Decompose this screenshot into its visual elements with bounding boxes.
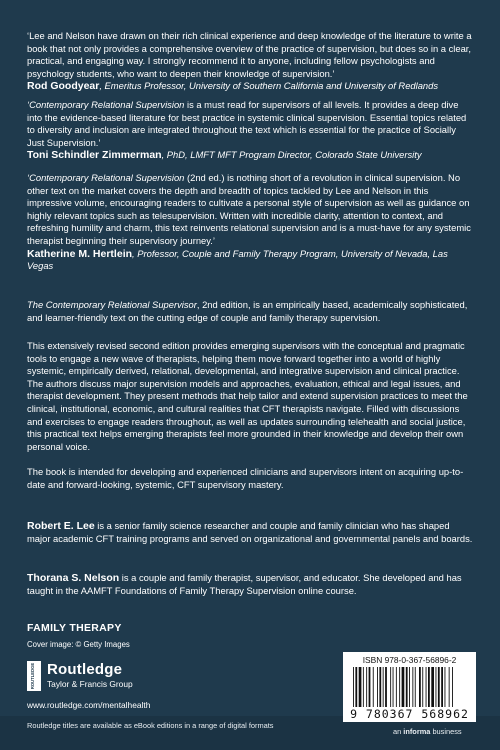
barcode-bar <box>402 667 405 707</box>
description-text: The book is intended for developing and experienced clinicians and supervisors intent on acquiring up-to-date and forward-looking, systemic, CFT supervisory mastery. <box>27 466 464 490</box>
barcode-bar <box>355 667 357 707</box>
description-paragraph <box>27 340 475 453</box>
publisher-logo <box>27 661 197 691</box>
quote-attribution <box>27 248 475 273</box>
author-name: Robert E. Lee <box>27 520 95 532</box>
barcode-bar <box>452 667 453 707</box>
quote-affiliation: , Emeritus Professor, University of Southern California and University of Redlands <box>99 80 439 92</box>
book-title: The Contemporary Relational Supervisor <box>27 299 197 310</box>
author-bio-text: is a couple and family therapist, supervisor, and educator. She developed and has taught in the AAMFT Foundations of Family Therapy Supervision online course. <box>27 572 462 596</box>
barcode-bar <box>422 667 423 707</box>
barcode-bar <box>431 667 434 707</box>
description-text: This extensively revised second edition provides emerging supervisors with the conceptual and pragmatic tools to engage a new wave of therapists, helping them move forward together into a world of highly systemic, empirically derived, relational, developmental, and integrative supervision and clinical practice. The authors discuss major supervision models and approaches, evaluation, ethical and legal issues, and therapist development. They present methods that help tailor and extend supervision practices to meet the clinical, institutional, economic, and cultural realities that CFT therapists navigate. Filled with discussions and exercises to engage readers throughout, as well as updates surrounding telehealth and social justice, this practical text helps emerging therapists feel more grounded in their knowledge and develop their own personal voice. <box>27 340 468 452</box>
quote-text: is a must read for supervisors of all levels. It provides a deep dive into the evidence-based literature for best practice in systemic clinical supervision. Essential topics related to diversity and inclusion are integrated throughout the text which is essential for the practice of Socially Just Supervision.’ <box>27 99 467 148</box>
barcode-bar <box>369 667 371 707</box>
barcode-bar <box>438 667 440 707</box>
author-bio <box>27 572 475 597</box>
informa-business-label <box>393 727 462 736</box>
barcode-bar <box>399 667 400 707</box>
quote-attribution <box>27 149 475 162</box>
endorsement-quote <box>27 30 475 93</box>
barcode-digits: 9 780367 568962 <box>350 707 469 721</box>
barcode-bar <box>393 667 394 707</box>
informa-brand: informa <box>403 727 431 736</box>
barcode-bar <box>377 667 378 707</box>
routledge-logo-icon <box>27 661 41 691</box>
barcode-panel <box>343 652 476 722</box>
quote-text: (2nd ed.) is nothing short of a revolution in clinical supervision. No other text on the market covers the depth and breadth of topics tackled by Lee and Nelson in this impressive volume, encouraging readers to cultivate a personal style of supervision as well as guidance on highly relevant topics such as telesupervision. Written with incredible clarity, attention to context, and refreshing humility and charm, this text reinvents relational supervision and is a must-have for any systemic therapist beginning their supervisory journey.’ <box>27 172 471 246</box>
barcode-bar <box>419 667 421 707</box>
quote-affiliation: , PhD, LMFT MFT Program Director, Colorado State University <box>161 149 422 161</box>
quote-author: Rod Goodyear <box>27 80 100 93</box>
author-name: Thorana S. Nelson <box>27 572 120 584</box>
logo-side-text: ROUTLEDGE <box>30 662 35 690</box>
barcode-bar <box>366 667 367 707</box>
quote-author: Katherine M. Hertlein <box>27 247 133 260</box>
isbn-number: ISBN 978-0-367-56896-2 <box>362 655 457 665</box>
endorsement-quote <box>27 172 475 273</box>
subject-category: FAMILY THERAPY <box>27 622 122 634</box>
publisher-group: Taylor & Francis Group <box>47 679 133 689</box>
barcode-bar <box>412 667 413 707</box>
barcode-bar <box>426 667 427 707</box>
description-text: , 2nd edition, is an empirically based, academically sophisticated, and learner-friendly text on the cutting edge of couple and family therapy supervision. <box>27 299 468 323</box>
informa-prefix: an <box>393 727 404 736</box>
informa-suffix: business <box>430 727 462 736</box>
author-bio-text: is a senior family science researcher and couple and family clinician who has shaped major academic CFT training programs and served on organizational and governmental panels and boards. <box>27 520 473 544</box>
barcode-bar <box>385 667 387 707</box>
publisher-url[interactable]: www.routledge.com/mentalhealth <box>27 700 151 710</box>
footer-note: Routledge titles are available as eBook editions in a range of digital formats <box>27 721 274 730</box>
barcode <box>353 667 468 709</box>
barcode-bar <box>390 667 391 707</box>
barcode-bar <box>359 667 362 707</box>
description-paragraph <box>27 299 475 324</box>
description-paragraph <box>27 466 475 491</box>
barcode-bar <box>449 667 450 707</box>
barcode-bar <box>373 667 374 707</box>
quote-attribution <box>27 80 475 93</box>
endorsement-quote <box>27 99 475 162</box>
quote-book-title: ‘Contemporary Relational Supervision <box>27 99 185 110</box>
cover-credit: Cover image: © Getty Images <box>27 640 130 649</box>
barcode-bar <box>409 667 410 707</box>
author-bio <box>27 520 475 545</box>
barcode-bar <box>436 667 437 707</box>
barcode-bar <box>428 667 430 707</box>
barcode-bar <box>406 667 408 707</box>
quote-text: ‘Lee and Nelson have drawn on their rich clinical experience and deep knowledge of the literature to write a book that not only provides a comprehensive overview of the practice of supervision, but does so in a clear, practical, and engaging way. I strongly recommend it to anyone, including fellow psychologists and psychology students, who want to deepen their knowledge of supervision.’ <box>27 30 472 79</box>
quote-book-title: ‘Contemporary Relational Supervision <box>27 172 185 183</box>
barcode-bar <box>353 667 354 707</box>
barcode-bar <box>445 667 446 707</box>
quote-author: Toni Schindler Zimmerman <box>27 149 162 162</box>
barcode-bar <box>363 667 364 707</box>
barcode-bar <box>379 667 381 707</box>
barcode-bar <box>441 667 443 707</box>
publisher-name: Routledge <box>47 661 123 678</box>
quote-affiliation: , Professor, Couple and Family Therapy Program, University of Nevada, Las Vegas <box>27 247 448 272</box>
barcode-bar <box>383 667 384 707</box>
barcode-bar <box>415 667 416 707</box>
barcode-bar <box>396 667 397 707</box>
